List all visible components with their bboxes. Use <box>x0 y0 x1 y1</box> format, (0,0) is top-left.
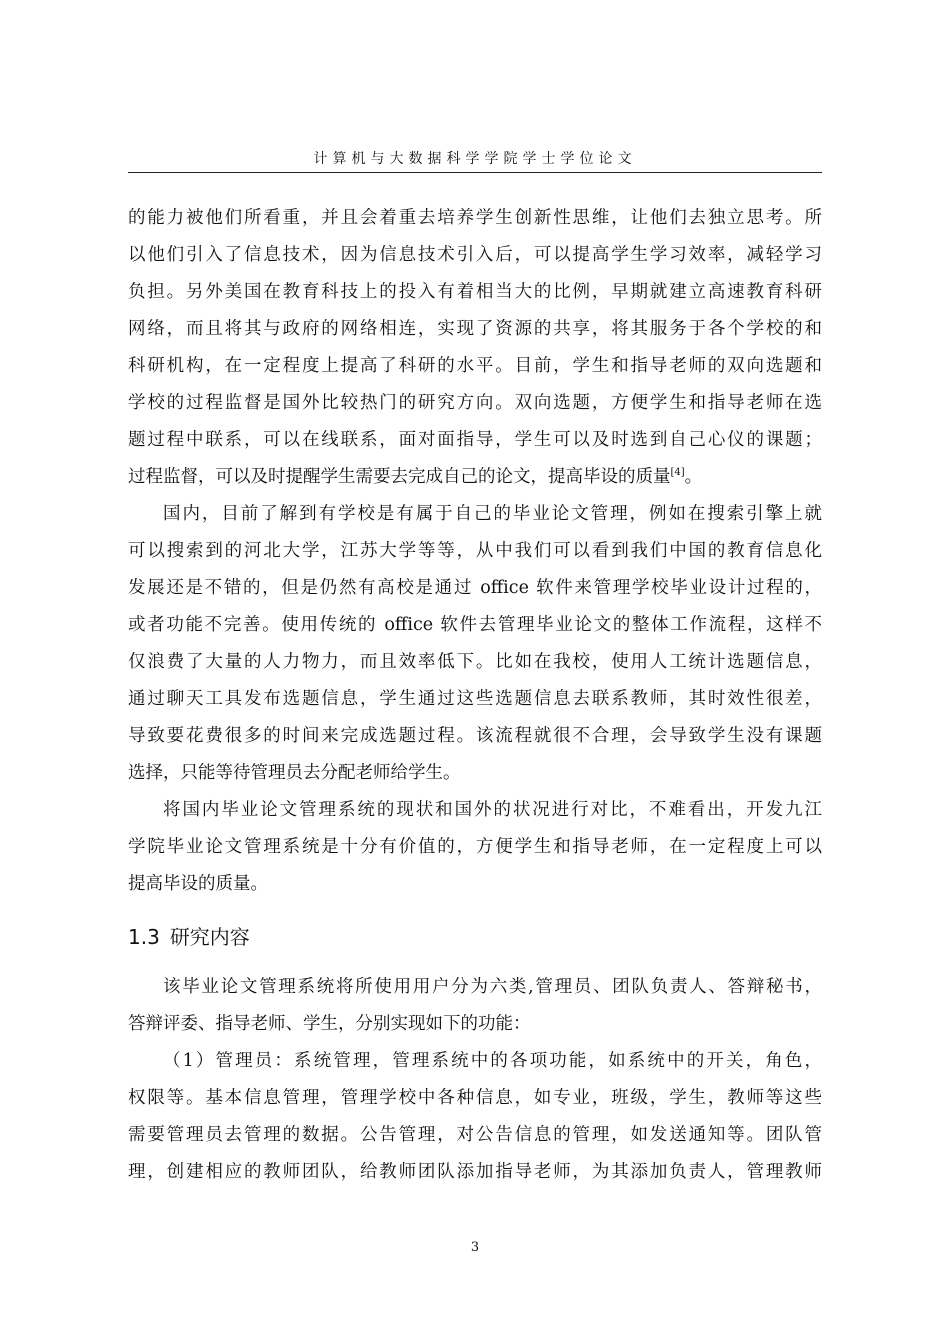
text-line: 国内，目前了解到有学校是有属于自己的毕业论文管理，例如在搜索引擎上就 <box>163 504 822 524</box>
header-rule <box>128 172 822 173</box>
text-line: 仅浪费了大量的人力物力，而且效率低下。比如在我校，使用人工统计选题信息， <box>128 652 822 672</box>
text-line: 题过程中联系，可以在线联系，面对面指导，学生可以及时选到自己心仪的课题； <box>128 430 822 450</box>
text-segment: 过程监督，可以及时提醒学生需要去完成自己的论文，提高毕设的质量 <box>128 467 671 487</box>
text-line: 理，创建相应的教师团队，给教师团队添加指导老师，为其添加负责人，管理教师 <box>128 1162 822 1182</box>
text-line: 发展还是不错的，但是仍然有高校是通过 office 软件来管理学校毕业设计过程的， <box>128 578 822 598</box>
text-line: 权限等。基本信息管理，管理学校中各种信息，如专业，班级，学生，教师等这些 <box>128 1088 822 1108</box>
paragraph-foreign-research <box>128 200 822 496</box>
text-segment: 。 <box>684 467 703 487</box>
text-line-with-citation <box>128 459 822 496</box>
section-title: 研究内容 <box>169 925 250 949</box>
text-line: 负担。另外美国在教育科技上的投入有着相当大的比例，早期就建立高速教育科研 <box>128 282 822 302</box>
text-line: 学校的过程监督是国外比较热门的研究方向。双向选题，方便学生和指导老师在选 <box>128 393 822 413</box>
paragraph-domestic-research <box>128 496 822 792</box>
text-line: 通过聊天工具发布选题信息，学生通过这些选题信息去联系教师，其时效性很差， <box>128 689 822 709</box>
text-line: 的能力被他们所看重，并且会着重去培养学生创新性思维，让他们去独立思考。所 <box>128 208 822 228</box>
page-number: 3 <box>470 1240 480 1255</box>
page-body <box>128 200 822 1191</box>
text-line: 需要管理员去管理的数据。公告管理，对公告信息的管理，如发送通知等。团队管 <box>128 1125 822 1145</box>
text-line: 以他们引入了信息技术，因为信息技术引入后，可以提高学生学习效率，减轻学习 <box>128 245 822 265</box>
text-line: （1）管理员：系统管理，管理系统中的各项功能，如系统中的开关，角色， <box>163 1051 822 1071</box>
text-line: 网络，而且将其与政府的网络相连，实现了资源的共享，将其服务于各个学校的和 <box>128 319 822 339</box>
text-line: 选择，只能等待管理员去分配老师给学生。 <box>128 763 461 783</box>
text-line: 学院毕业论文管理系统是十分有价值的，方便学生和指导老师，在一定程度上可以 <box>128 837 822 857</box>
text-line: 导致要花费很多的时间来完成选题过程。该流程就很不合理，会导致学生没有课题 <box>128 726 822 746</box>
running-header: 计算机与大数据科学学院学士学位论文 <box>313 151 637 167</box>
text-line: 或者功能不完善。使用传统的 office 软件去管理毕业论文的整体工作流程，这样不 <box>128 615 822 635</box>
paragraph-comparison <box>128 792 822 903</box>
text-line: 科研机构，在一定程度上提高了科研的水平。目前，学生和指导老师的双向选题和 <box>128 356 822 376</box>
paragraph-user-types <box>128 969 822 1043</box>
section-heading <box>128 917 822 957</box>
text-line: 可以搜索到的河北大学，江苏大学等等，从中我们可以看到我们中国的教育信息化 <box>128 541 822 561</box>
citation-marker: [4] <box>670 467 685 479</box>
paragraph-admin-functions <box>128 1043 822 1191</box>
text-line: 该毕业论文管理系统将所使用用户分为六类,管理员、团队负责人、答辩秘书， <box>163 977 822 997</box>
text-line: 答辩评委、指导老师、学生，分别实现如下的功能： <box>128 1014 531 1034</box>
section-number: 1.3 <box>128 925 160 949</box>
text-line: 提高毕设的质量。 <box>128 874 268 894</box>
text-line: 将国内毕业论文管理系统的现状和国外的状况进行对比，不难看出，开发九江 <box>163 800 822 820</box>
